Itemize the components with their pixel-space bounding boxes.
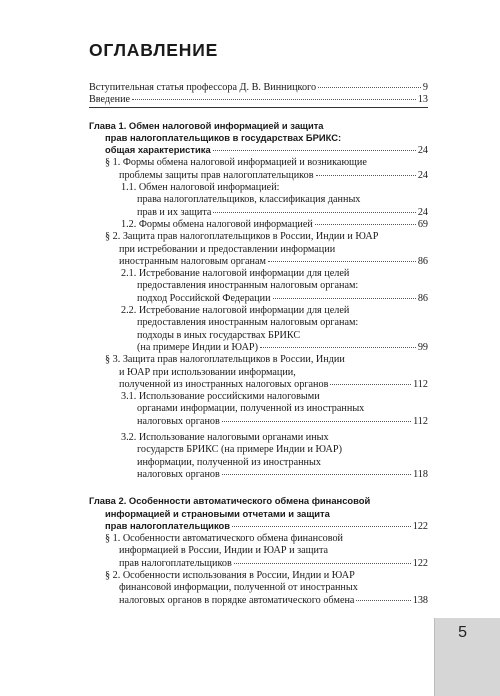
toc-entry-ch1-2-2[interactable] [89,305,428,354]
entry-title: иностранным налоговым органам [119,255,266,267]
dot-leader [330,384,411,385]
entry-title: Вступительная статья профессора Д. В. Винницкого [89,82,317,93]
entry-line: государств БРИКС (на примере Индии и ЮАР) [137,444,342,456]
entry-title: налоговых органов [137,415,220,427]
entry-line: информации, полученной из иностранных [137,456,321,468]
entry-title: проблемы защиты прав налогоплательщиков [119,169,314,181]
entry-page: 99 [417,341,428,353]
entry-page: 86 [417,292,428,304]
entry-page: 112 [413,415,428,427]
entry-title: полученной из иностранных налоговых органов [119,378,329,390]
toc-entry-ch1-s3[interactable] [89,354,428,391]
entry-line: 1.1. Обмен налоговой информацией: [121,182,280,194]
toc-entry-ch1-1-1[interactable] [89,182,428,219]
entry-title: прав и их защита [137,206,212,218]
entry-line: подходы в иных государствах БРИКС [137,329,301,341]
toc-heading: ОГЛАВЛЕНИЕ [89,40,219,60]
entry-page: 24 [417,206,428,218]
toc-entry-ch1-3-1[interactable] [89,391,428,428]
entry-line: 3.2. Использование налоговыми органами иных [121,432,329,444]
entry-title: подход Российской Федерации [137,292,271,304]
toc-entry-chapter-1[interactable] [89,120,428,158]
dot-leader [318,87,421,88]
entry-page: 112 [413,378,428,390]
entry-line: § 2. Защита прав налогоплательщиков в России, Индии и ЮАР [105,231,379,243]
toc-entry-introduction[interactable] [89,94,428,106]
entry-page: 122 [412,520,428,532]
toc-entry-ch1-s1[interactable] [89,157,428,182]
entry-line: права налогоплательщиков, классификация данных [137,194,361,206]
entry-line: предоставления иностранным налоговым органам: [137,317,359,329]
entry-title: налоговых органов в порядке автоматического обмена [119,594,355,606]
entry-line: § 1. Особенности автоматического обмена финансовой [105,533,343,545]
entry-page: 122 [412,557,428,569]
entry-page: 118 [413,468,428,480]
entry-line: Глава 2. Особенности автоматического обмена финансовой [89,495,371,507]
entry-line: § 3. Защита прав налогоплательщиков в России, Индии [105,354,345,366]
dot-leader [273,298,416,299]
entry-page: 138 [412,594,428,606]
entry-line: § 2. Особенности использования в России, Индии и ЮАР [105,569,355,581]
dot-leader [316,175,416,176]
entry-line: 2.1. Истребование налоговой информации для целей [121,268,350,280]
dot-leader [268,261,416,262]
entry-line: финансовой информации, полученной от иностранных [119,582,358,594]
entry-title: налоговых органов [137,468,220,480]
page-number: 5 [458,624,467,641]
entry-title: (на примере Индии и ЮАР) [137,341,258,353]
toc-entry-ch1-2-1[interactable] [89,268,428,305]
dot-leader [213,212,415,213]
entry-line: информацией и страновыми отчетами и защита [105,507,330,519]
toc-entry-ch1-3-2[interactable] [89,432,428,481]
entry-line: информацией в России, Индии и ЮАР и защита [119,545,329,557]
toc-entry-ch2-s2[interactable] [89,570,428,607]
page-number-tab [435,618,500,696]
entry-line: предоставления иностранным налоговым органам: [137,280,359,292]
entry-title: 1.2. Формы обмена налоговой информацией [121,218,313,230]
entry-title: прав налогоплательщиков [105,519,231,531]
entry-title: Введение [89,94,131,106]
toc-entry-chapter-2[interactable] [89,495,428,533]
toc-entry-foreword[interactable] [89,82,428,94]
toc-entry-ch1-s2[interactable] [89,231,428,268]
entry-line: 3.1. Использование российскими налоговыми [121,391,320,403]
entry-page: 86 [417,255,428,267]
dot-leader [222,474,411,475]
dot-leader [132,99,416,100]
table-of-contents [89,82,428,607]
entry-page: 24 [417,145,428,157]
entry-line: прав налогоплательщиков в государствах БРИКС: [105,131,342,143]
toc-entry-ch2-s1[interactable] [89,533,428,570]
entry-line: органами информации, полученной из иностранных [137,403,365,415]
dot-leader [260,347,416,348]
toc-entry-ch1-1-2[interactable] [89,219,428,231]
entry-line: 2.2. Истребование налоговой информации для целей [121,305,350,317]
dot-leader [234,563,411,564]
dot-leader [315,224,416,225]
entry-page: 24 [417,169,428,181]
entry-page: 9 [422,82,428,93]
entry-line: Глава 1. Обмен налоговой информацией и защита [89,119,324,131]
entry-page: 69 [417,218,428,230]
dot-leader [356,600,410,601]
entry-line: § 1. Формы обмена налоговой информацией и возникающие [105,157,367,169]
entry-page: 13 [417,94,428,106]
dot-leader [232,526,411,527]
dot-leader [222,421,411,422]
dot-leader [213,150,416,151]
entry-line: при истребовании и предоставлении информации [119,243,336,255]
entry-line: и ЮАР при использовании информации, [119,366,296,378]
entry-title: общая характеристика [105,144,211,156]
entry-title: прав налогоплательщиков [119,557,232,569]
